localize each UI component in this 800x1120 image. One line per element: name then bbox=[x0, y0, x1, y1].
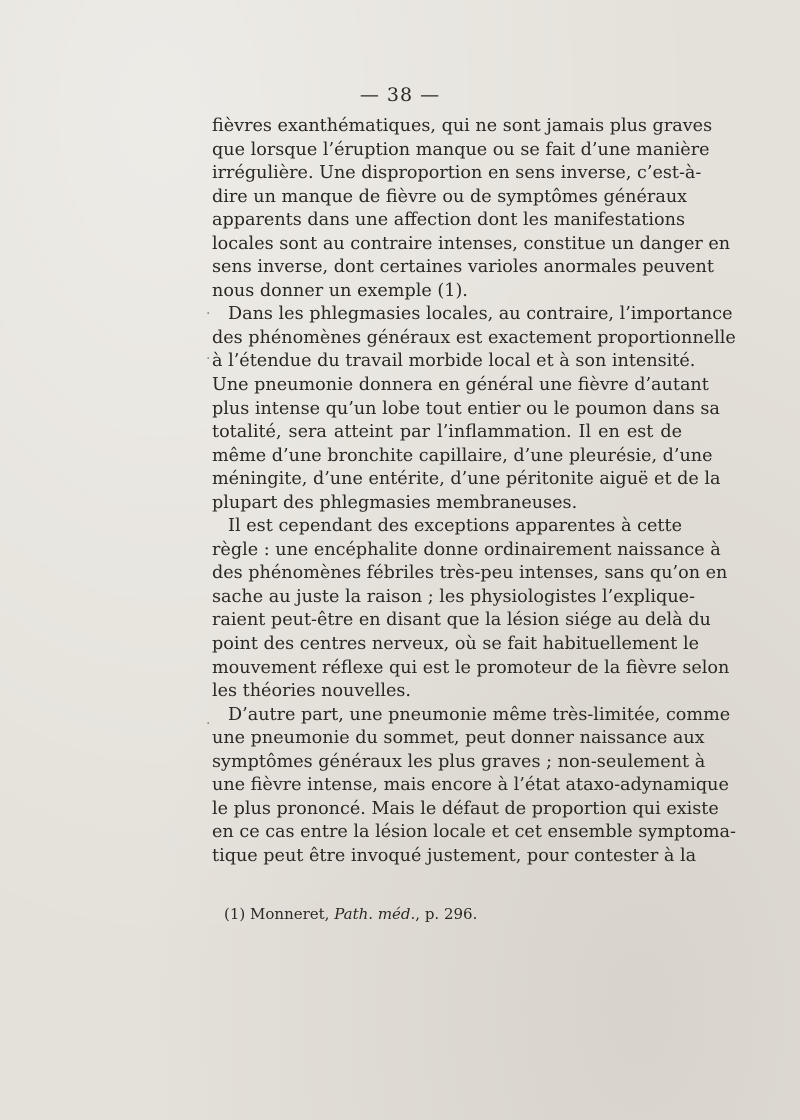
text-line: raient peut-être en disant que la lésion siége au delà du bbox=[212, 610, 711, 631]
text-line: que lorsque l’éruption manque ou se fait d’une manière bbox=[212, 139, 710, 160]
text-line: une pneumonie du sommet, peut donner naissance aux bbox=[212, 728, 705, 749]
page-number: — 38 — bbox=[359, 84, 441, 106]
text-line: D’autre part, une pneumonie même très-limitée, comme bbox=[228, 704, 731, 725]
text-line: mouvement réflexe qui est le promoteur de la fièvre selon bbox=[212, 657, 730, 678]
text-line: une fièvre intense, mais encore à l’état ataxo-adynamique bbox=[212, 775, 729, 796]
text-line: Il est cependant des exceptions apparentes à cette bbox=[228, 516, 682, 537]
text-line: tique peut être invoqué justement, pour contester à la bbox=[212, 845, 697, 866]
margin-mark: · bbox=[206, 716, 211, 732]
text-line: plus intense qu’un lobe tout entier ou le poumon dans sa bbox=[212, 398, 720, 419]
text-line: des phénomènes généraux est exactement proportionnelle bbox=[212, 327, 736, 348]
margin-mark: · bbox=[206, 351, 211, 367]
text-line: plupart des phlegmasies membraneuses. bbox=[212, 492, 578, 513]
text-line: sache au juste la raison ; les physiologistes l’explique- bbox=[212, 586, 696, 607]
text-line: Une pneumonie donnera en général une fièvre d’autant bbox=[212, 375, 709, 396]
text-line: le plus prononcé. Mais le défaut de proportion qui existe bbox=[212, 798, 719, 819]
body-text bbox=[212, 115, 736, 869]
text-line: symptômes généraux les plus graves ; non-seulement à bbox=[212, 751, 706, 772]
text-line: irrégulière. Une disproportion en sens inverse, c’est-à- bbox=[212, 163, 702, 184]
footnote-page: , p. 296. bbox=[415, 905, 478, 923]
text-line: en ce cas entre la lésion locale et cet ensemble symptoma- bbox=[212, 822, 736, 843]
text-line: nous donner un exemple (1). bbox=[212, 280, 468, 301]
text-line: des phénomènes fébriles très-peu intenses, sans qu’on en bbox=[212, 563, 728, 584]
footnote bbox=[224, 905, 477, 923]
text-line: méningite, d’une entérite, d’une péritonite aiguë et de la bbox=[212, 469, 721, 490]
text-line: les théories nouvelles. bbox=[212, 681, 412, 702]
text-line: point des centres nerveux, où se fait habituellement le bbox=[212, 634, 699, 655]
text-line: à l’étendue du travail morbide local et à son intensité. bbox=[212, 351, 696, 372]
footnote-title: Path. méd. bbox=[334, 905, 416, 923]
text-line: Dans les phlegmasies locales, au contraire, l’importance bbox=[228, 304, 733, 325]
text-line: même d’une bronchite capillaire, d’une pleurésie, d’une bbox=[212, 445, 713, 466]
text-line: totalité, sera atteint par l’inflammation. Il en est de bbox=[212, 422, 682, 443]
text-line: fièvres exanthématiques, qui ne sont jamais plus graves bbox=[212, 116, 713, 136]
text-line: locales sont au contraire intenses, constitue un danger en bbox=[212, 233, 731, 254]
text-line: dire un manque de fièvre ou de symptômes généraux bbox=[212, 186, 688, 207]
footnote-author: (1) Monneret, bbox=[224, 905, 330, 923]
text-line: apparents dans une affection dont les manifestations bbox=[212, 210, 685, 231]
text-line: sens inverse, dont certaines varioles anormales peuvent bbox=[212, 257, 714, 278]
margin-mark: · bbox=[206, 306, 211, 322]
text-line: règle : une encéphalite donne ordinairement naissance à bbox=[212, 539, 721, 560]
